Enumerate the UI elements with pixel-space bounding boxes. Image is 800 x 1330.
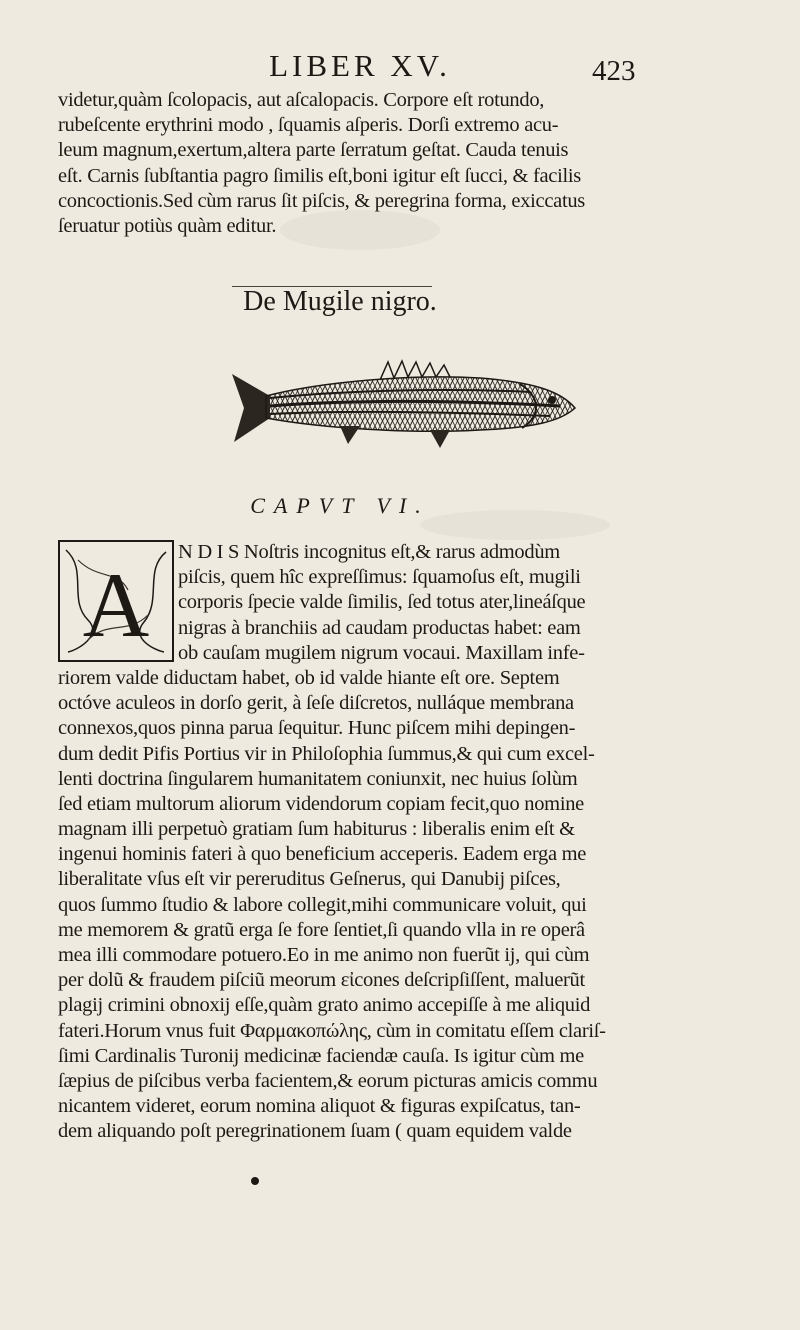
text-line: nigras à branchiis ad caudam productas habet: eam bbox=[178, 616, 581, 639]
text-line: fateri.Horum vnus fuit Φαρμακοπώλης, cùm in comitatu eſſem clariſ- bbox=[58, 1019, 606, 1042]
text-line: rubeſcente erythrini modo , ſquamis aſperis. Dorſi extremo acu- bbox=[58, 114, 559, 137]
text-line: per dolũ & fraudem piſciũ meorum εἰcones deſcripſiſſent, maluerũt bbox=[58, 969, 585, 992]
ink-dot bbox=[251, 1177, 259, 1185]
chapter-body bbox=[58, 540, 658, 1145]
initial-letter: A bbox=[82, 554, 150, 656]
text-line: me memorem & gratũ erga ſe fore ſentiet,ſi quando vlla in re operâ bbox=[58, 918, 585, 941]
text-line: ſæpius de piſcibus verba facientem,& eorum picturas amicis commu bbox=[58, 1069, 598, 1092]
text-line: corporis ſpecie valde ſimilis, ſed totus ater,lineáſque bbox=[178, 591, 586, 614]
text-line: connexos,quos pinna parua ſequitur. Hunc piſcem mihi depingen- bbox=[58, 717, 576, 740]
text-line: quos ſummo ſtudio & labore collegit,mihi communicare voluit, qui bbox=[58, 893, 587, 916]
text-line: mea illi commodare potuero.Eo in me animo non fuerũt ij, qui cùm bbox=[58, 944, 590, 966]
section-title: De Mugile nigro. bbox=[243, 286, 437, 317]
text-line: N D I S Noſtris incognitus eſt,& rarus admodùm bbox=[178, 541, 560, 563]
text-line: riorem valde diductam habet, ob id valde hiante eſt ore. Septem bbox=[58, 666, 560, 689]
text-line: piſcis, quem hîc expreſſimus: ſquamoſus eſt, mugili bbox=[178, 566, 581, 589]
text-line: dem aliquando poſt peregrinationem ſuam ( quam equidem valde bbox=[58, 1120, 572, 1143]
text-line: nicantem videret, eorum nomina aliquot & figuras expiſcatus, tan- bbox=[58, 1095, 581, 1118]
text-line: ſed etiam multorum aliorum videndorum copiam fecit,quo nomine bbox=[58, 792, 584, 815]
text-line: eſt. Carnis ſubſtantia pagro ſimilis eſt,boni igitur eſt ſucci, & facilis bbox=[58, 164, 581, 187]
text-line: concoctionis.Sed cùm rarus ſit piſcis, & peregrina forma, exiccatus bbox=[58, 189, 585, 212]
text-line: plagij crimini obnoxij eſſe,quàm grato animo accepiſſe à me aliquid bbox=[58, 994, 591, 1017]
text-line: leum magnum,exertum,altera parte ſerratum geſtat. Cauda tenuis bbox=[58, 139, 569, 162]
page-number: 423 bbox=[592, 55, 636, 87]
text-line: ſeruatur potiùs quàm editur. bbox=[58, 214, 277, 237]
black-mullet-woodcut bbox=[230, 356, 580, 456]
text-line: ſimi Cardinalis Turonij medicinæ faciendæ cauſa. Is igitur cùm me bbox=[58, 1044, 584, 1067]
text-line: videtur,quàm ſcolopacis, aut aſcalopacis. Corpore eſt rotundo, bbox=[58, 89, 545, 111]
text-line: octóve aculeos in dorſo gerit, à ſeſe diſcretos, nulláque membrana bbox=[58, 692, 574, 715]
running-head: LIBER XV. bbox=[269, 48, 451, 83]
text-line: magnam illi perpetuò gratiam ſum habiturus : liberalis enim eſt & bbox=[58, 818, 575, 841]
text-line: dum dedit Pifis Portius vir in Philoſophia ſummus,& qui cum excel- bbox=[58, 742, 595, 765]
top-paragraph bbox=[58, 88, 658, 239]
text-line: ob cauſam mugilem nigrum vocaui. Maxillam infe- bbox=[178, 641, 585, 664]
text-line: ingenui hominis fateri à quo beneficium acceperis. Eadem erga me bbox=[58, 843, 587, 866]
chapter-heading: CAPVT VI. bbox=[250, 493, 430, 518]
text-line: lenti doctrina ſingularem humanitatem coniunxit, nec huius ſolùm bbox=[58, 767, 578, 790]
text-line: liberalitate vſus eſt vir pereruditus Geſnerus, qui Danubij piſces, bbox=[58, 868, 561, 891]
